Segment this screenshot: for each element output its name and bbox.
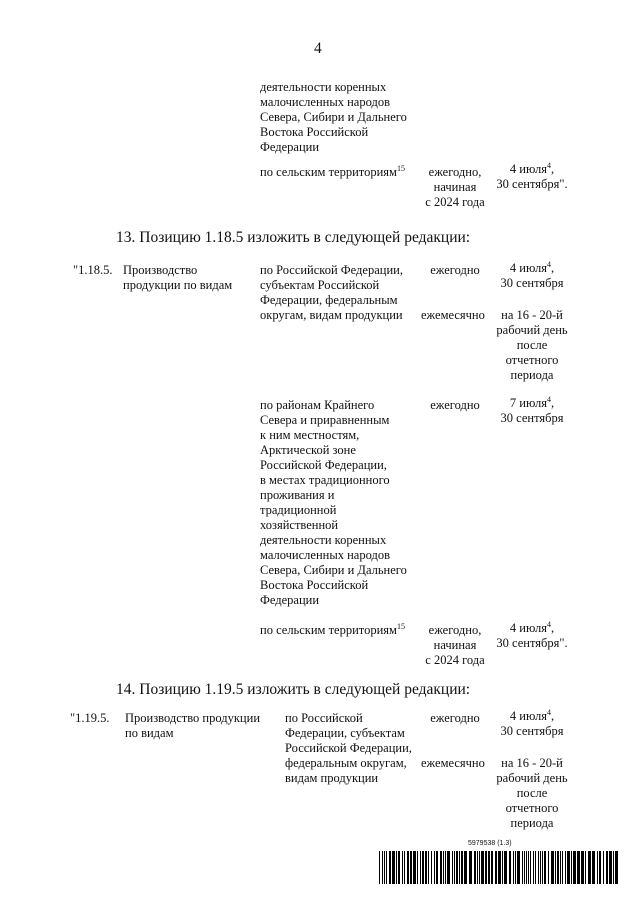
page-number: 4 bbox=[314, 40, 322, 57]
region-1195: по Российской Федерации, субъектам Российской Федерации, федеральным округам, видам продукции bbox=[285, 711, 412, 785]
heading-14: 14. Позицию 1.19.5 изложить в следующей редакции: bbox=[116, 681, 471, 698]
region-line: Востока Российской bbox=[260, 125, 369, 139]
monthly-term-1185: на 16 - 20-й рабочий день после отчетного периода bbox=[496, 308, 568, 382]
document-code: 5979538 (1.3) bbox=[468, 840, 512, 847]
period-top: ежегодно, начиная с 2024 года bbox=[425, 165, 485, 209]
date-1195: 4 июля$^4$, 30 сентября bbox=[500, 708, 564, 738]
rural-label-1185: по сельским территориям$^{15}$ bbox=[260, 622, 405, 637]
region-line: деятельности коренных bbox=[260, 80, 387, 94]
period-1185-row3: ежегодно, начиная с 2024 года bbox=[425, 623, 485, 667]
date-top: 4 июля$^4$, 30 сентября". bbox=[496, 161, 568, 191]
item-number-1195: "1.19.5. bbox=[70, 711, 110, 725]
date-1185-row2: 7 июля$^4$, 30 сентября bbox=[500, 395, 564, 425]
footnote-ref: 15 bbox=[396, 164, 405, 173]
region-line: Федерации bbox=[260, 140, 320, 154]
region-1185-row2: по районам Крайнего Севера и приравненным к ним местностям, Арктической зоне Российской Федерации, в местах традиционного проживания и традиционной хозяйственной деятельности коренных малочисленных народов Севера, Сибири и Дальнего Востока Российской Федерации bbox=[260, 398, 407, 607]
date-1185-row3: 4 июля$^4$, 30 сентября". bbox=[496, 620, 568, 650]
barcode-image bbox=[379, 851, 618, 884]
rural-label-top: по сельским территориям$^{15}$ bbox=[260, 164, 405, 179]
region-1185-row1: по Российской Федерации, субъектам Российской Федерации, федеральным округам, видам продукции bbox=[260, 263, 403, 322]
period-1185-monthly: ежемесячно bbox=[421, 308, 485, 322]
period-1185-row2: ежегодно bbox=[430, 398, 480, 412]
period-1195-monthly: ежемесячно bbox=[421, 756, 485, 770]
region-text-top bbox=[260, 80, 407, 155]
monthly-term-1195: на 16 - 20-й рабочий день после отчетного периода bbox=[496, 756, 568, 830]
heading-13: 13. Позицию 1.18.5 изложить в следующей редакции: bbox=[116, 229, 471, 246]
item-number-1185: "1.18.5. bbox=[73, 263, 113, 277]
item-name-1195: Производство продукции по видам bbox=[125, 711, 261, 740]
date-1185-row1: 4 июля$^4$, 30 сентября bbox=[500, 260, 564, 290]
item-name-1185: Производство продукции по видам bbox=[123, 263, 233, 292]
region-line: малочисленных народов bbox=[260, 95, 390, 109]
region-line: Севера, Сибири и Дальнего bbox=[260, 110, 407, 124]
period-1195: ежегодно bbox=[430, 711, 480, 725]
period-1185-row1: ежегодно bbox=[430, 263, 480, 277]
